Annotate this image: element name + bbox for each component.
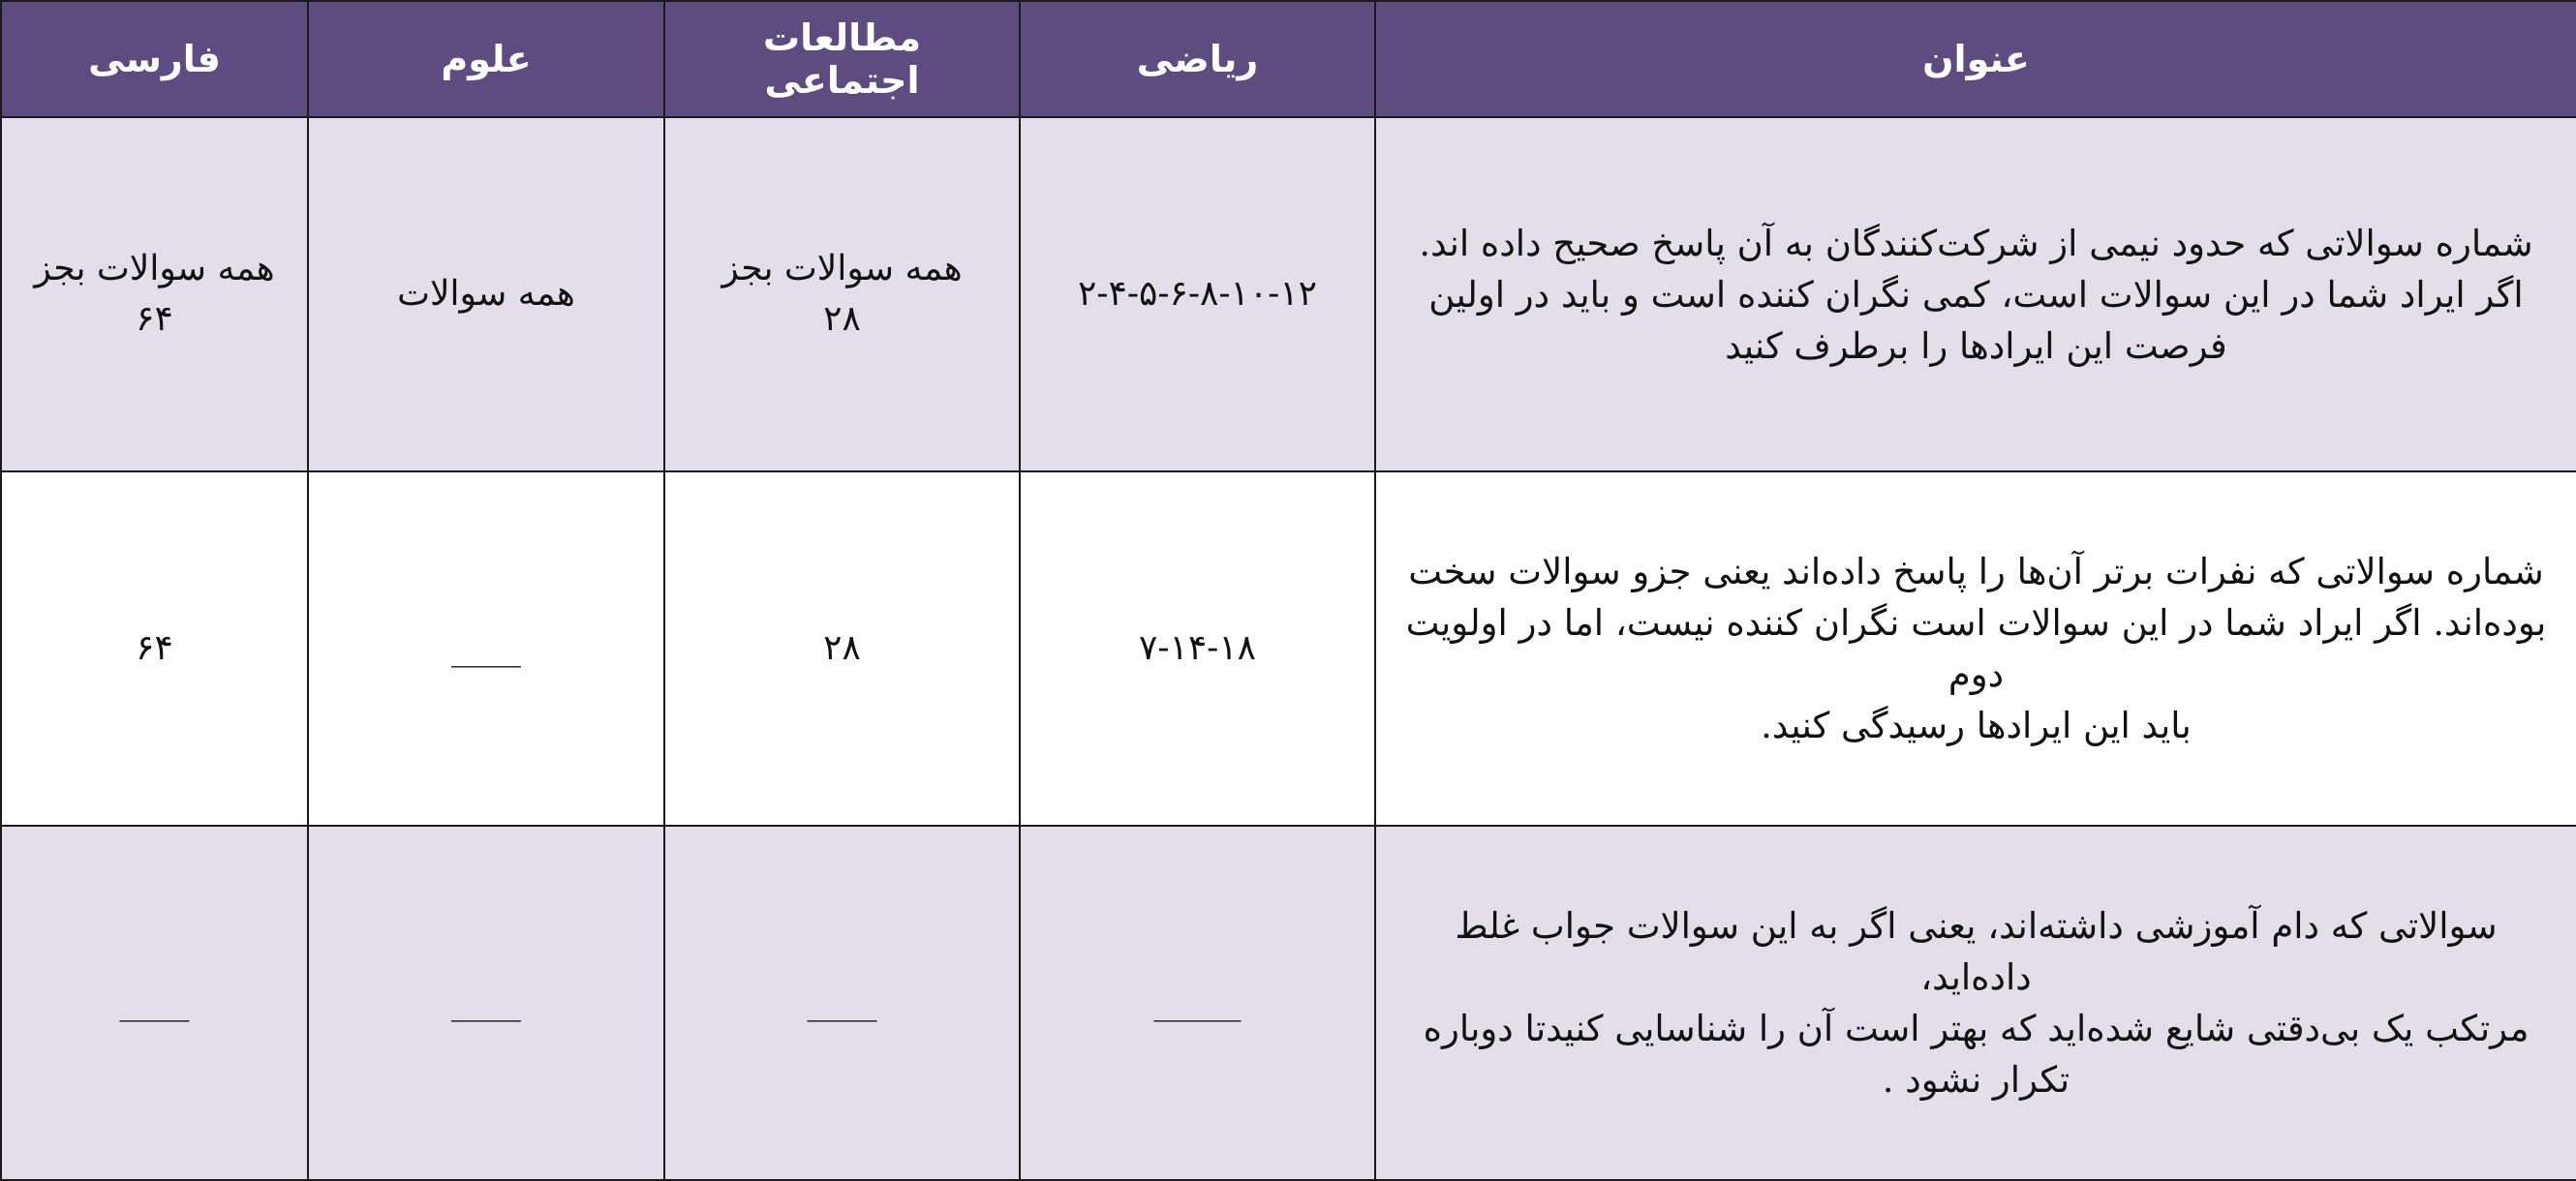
social-studies-value: ____	[807, 983, 877, 1022]
science-value: ____	[451, 983, 521, 1022]
row-title-text: شماره سوالاتی که نفرات برتر آن‌ها را پاسخ داده‌اند یعنی جزو سوالات سخت بوده‌اند. اگر ایراد شما در این سوالات است نگران کننده نیست، اما در اولویت دوم باید این ایرادها رسیدگی کنید.	[1405, 551, 2547, 746]
social-studies-value: ۲۸	[823, 628, 861, 668]
row-title-cell	[1375, 471, 2576, 826]
math-cell	[1020, 471, 1375, 826]
science-cell	[308, 117, 664, 471]
header-social-studies: مطالعات اجتماعی	[664, 1, 1020, 117]
science-value: ____	[451, 628, 521, 668]
row-title-text: سوالاتی که دام آموزشی داشته‌اند، یعنی اگر به این سوالات جواب غلط داده‌اید، مرتکب یک بی‌دقتی شایع شده‌اید که بهتر است آن را شناسایی کنیدتا دوباره تکرار نشود .	[1423, 905, 2530, 1101]
row-title-cell	[1375, 117, 2576, 471]
header-persian: فارسی	[1, 1, 308, 117]
table-row	[1, 826, 2576, 1180]
social-studies-cell	[664, 826, 1020, 1180]
header-title: عنوان	[1375, 1, 2576, 117]
persian-value: همه سوالات بجز ۶۴	[34, 249, 275, 339]
persian-cell	[1, 471, 308, 826]
social-studies-cell	[664, 117, 1020, 471]
table-row	[1, 471, 2576, 826]
persian-value: ۶۴	[136, 628, 173, 668]
math-value: ۲-۴-۵-۶-۸-۱۰-۱۲	[1077, 274, 1317, 314]
science-cell	[308, 471, 664, 826]
social-studies-value: همه سوالات بجز ۲۸	[721, 249, 963, 339]
header-row	[1, 1, 2576, 117]
math-value: ۷-۱۴-۱۸	[1138, 628, 1256, 668]
math-cell	[1020, 826, 1375, 1180]
persian-value: ____	[119, 983, 190, 1022]
math-cell	[1020, 117, 1375, 471]
math-value: _____	[1153, 983, 1242, 1022]
science-cell	[308, 826, 664, 1180]
persian-cell	[1, 826, 308, 1180]
header-math: ریاضی	[1020, 1, 1375, 117]
table-row	[1, 117, 2576, 471]
persian-cell	[1, 117, 308, 471]
science-value: همه سوالات	[397, 274, 575, 314]
row-title-text: شماره سوالاتی که حدود نیمی از شرکت‌کنندگان به آن پاسخ صحیح داده اند. اگر ایراد شما در این سوالات است، کمی نگران کننده است و باید در اولین فرصت این ایرادها را برطرف کنید	[1419, 222, 2533, 367]
row-title-cell	[1375, 826, 2576, 1180]
social-studies-cell	[664, 471, 1020, 826]
header-science: علوم	[308, 1, 664, 117]
